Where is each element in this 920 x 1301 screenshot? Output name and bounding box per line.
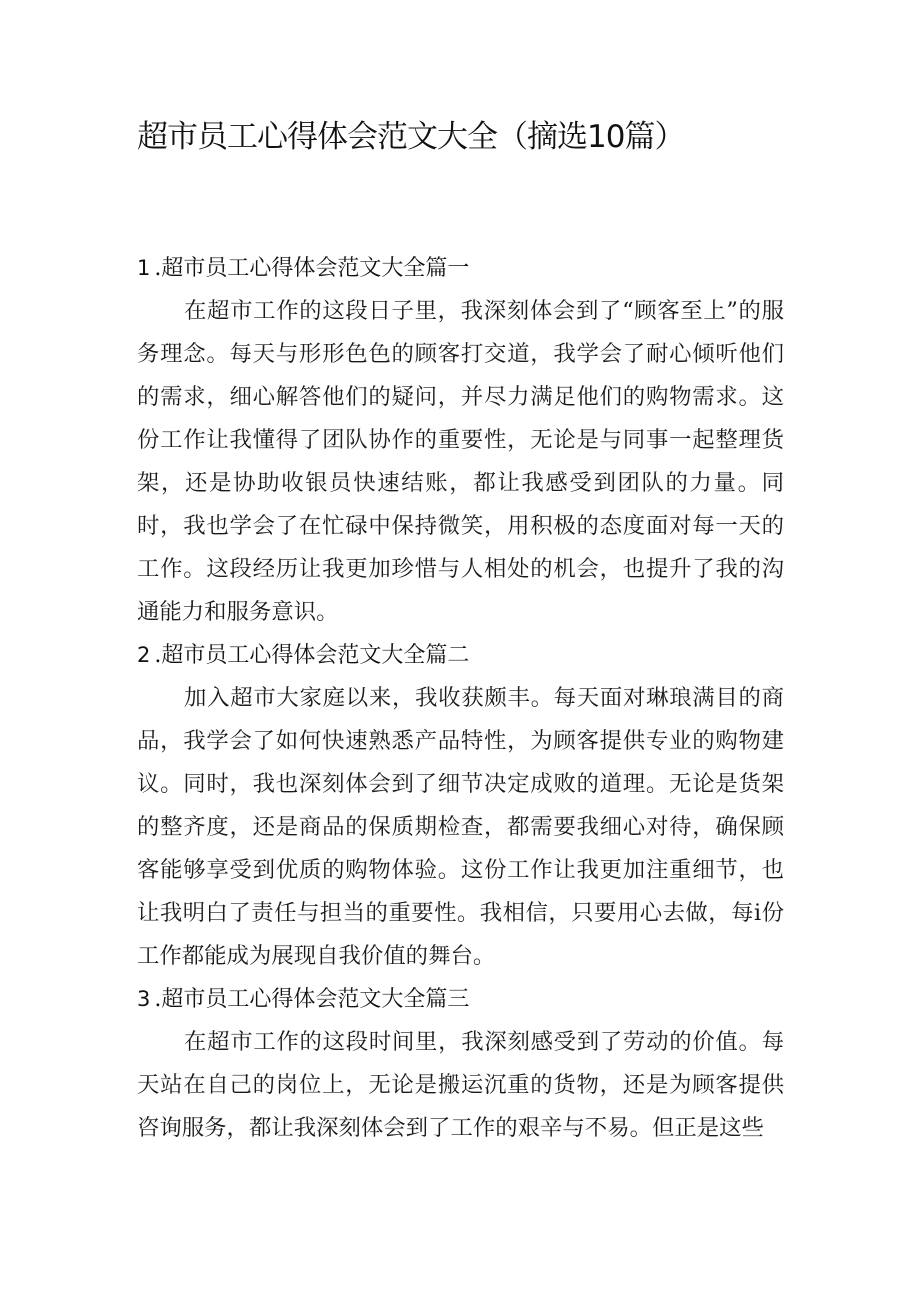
section-paragraph: 在超市工作的这段时间里，我深刻感受到了劳动的价值。每天站在自己的岗位上，无论是搬运沉重的货物，还是为顾客提供咨询服务，都让我深刻体会到了工作的艰辛与不易。但正是这些: [137, 1029, 784, 1141]
section-number: 2: [137, 643, 151, 667]
section-3: [137, 978, 784, 1150]
section-heading-text: .超市员工心得体会范文大全篇二: [154, 643, 470, 668]
section-heading: [137, 634, 784, 677]
section-heading-text: .超市员工心得体会范文大全篇三: [154, 987, 470, 1012]
section-paragraph: 在超市工作的这段日子里，我深刻体会到了“顾客至上”的服务理念。每天与形形色色的顾客打交道，我学会了耐心倾听他们的需求，细心解答他们的疑问，并尽力满足他们的购物需求。这份工作让我懂得了团队协作的重要性，无论是与同事一起整理货架，还是协助收银员快速结账，都让我感受到团队的力量。同时，我也学会了在忙碌中保持微笑，用积极的态度面对每一天的工作。这段经历让我更加珍惜与人相处的机会，也提升了我的沟通能力和服务意识。: [137, 298, 784, 625]
section-2: [137, 634, 784, 978]
section-number: 3: [137, 987, 151, 1011]
document-title: 超市员工心得体会范文大全（摘选10篇）: [137, 119, 685, 155]
section-heading: [137, 978, 784, 1021]
section-paragraph: 加入超市大家庭以来，我收获颇丰。每天面对琳琅满目的商品，我学会了如何快速熟悉产品特性，为顾客提供专业的购物建议。同时，我也深刻体会到了细节决定成败的道理。无论是货架的整齐度，还是商品的保质期检查，都需要我细心对待，确保顾客能够享受到优质的购物体验。这份工作让我更加注重细节，也让我明白了责任与担当的重要性。我相信，只要用心去做，每i份工作都能成为展现自我价值的舞台。: [137, 685, 784, 969]
section-number: 1: [137, 256, 151, 280]
section-heading-text: .超市员工心得体会范文大全篇一: [154, 256, 470, 281]
document-body: [137, 247, 784, 1150]
section-heading: [137, 247, 784, 290]
section-1: [137, 247, 784, 634]
